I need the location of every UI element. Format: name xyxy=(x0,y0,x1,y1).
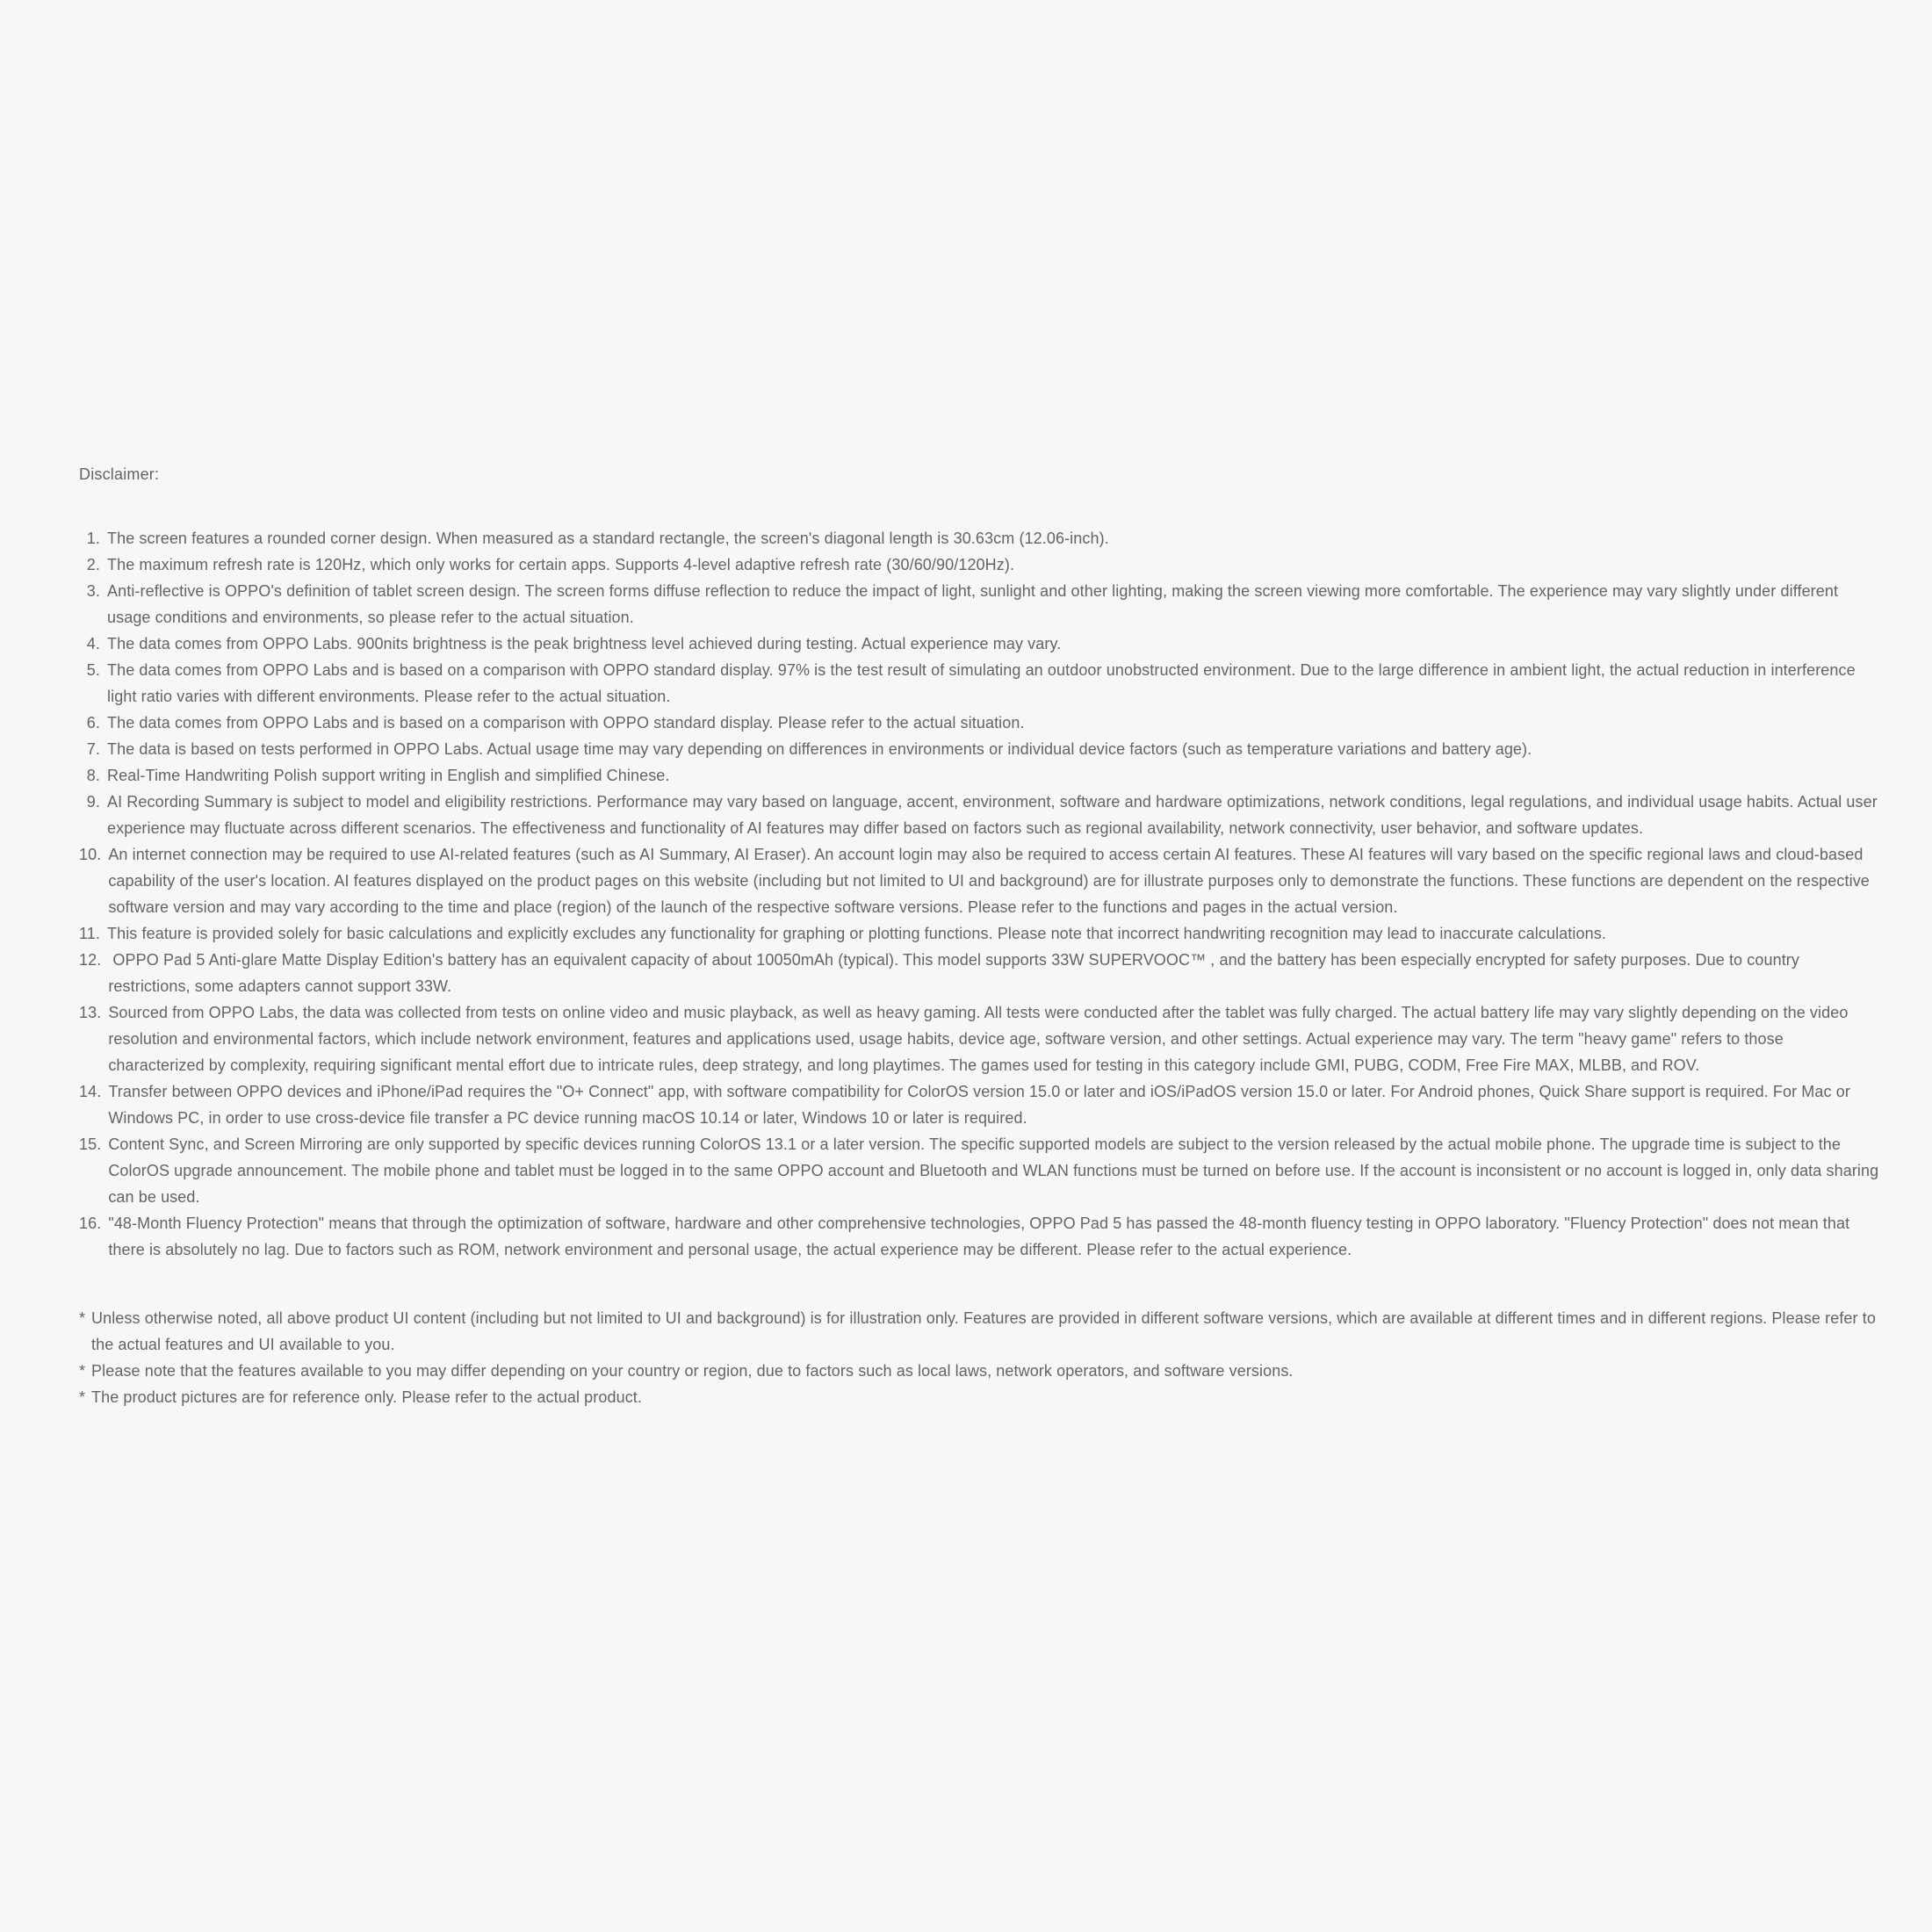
item-text: The data comes from OPPO Labs and is based on a comparison with OPPO standard display. 97% is the test result of simulating an outdoor unobstructed environment. Due to the large difference in ambient light, the actual reduction in interference light ratio varies with different environments. Please refer to the actual situation. xyxy=(107,661,1856,705)
item-number: 13. xyxy=(79,1004,102,1021)
item-text: An internet connection may be required to use AI-related features (such as AI Summary, AI Eraser). An account login may also be required to access certain AI features. These AI features will vary based on the specific regional laws and cloud-based capability of the user's location. AI features displayed on the product pages on this website (including but not limited to UI and background) are for illustrate purposes only to demonstrate the functions. These functions are dependent on the respective software version and may vary according to the time and place (region) of the launch of the respective software versions. Please refer to the functions and pages in the actual version. xyxy=(108,846,1870,916)
item-number: 8. xyxy=(86,767,100,784)
item-text: AI Recording Summary is subject to model and eligibility restrictions. Performance may vary based on language, accent, environment, software and hardware optimizations, network conditions, legal regulations, and individual usage habits. Actual user experience may fluctuate across different scenarios. The effectiveness and functionality of AI features may differ based on factors such as regional availability, network connectivity, user behavior, and software updates. xyxy=(107,793,1878,837)
item-text: The data is based on tests performed in OPPO Labs. Actual usage time may vary depending on differences in environments or individual device factors (such as temperature variations and battery age). xyxy=(107,740,1532,758)
disclaimer-section xyxy=(79,464,1881,1410)
disclaimer-item xyxy=(79,551,1881,578)
item-number: 14. xyxy=(79,1083,102,1100)
item-number: 6. xyxy=(86,714,100,732)
item-number: 7. xyxy=(86,740,100,758)
disclaimer-item xyxy=(79,999,1881,1078)
item-text: Real-Time Handwriting Polish support writing in English and simplified Chinese. xyxy=(107,767,670,784)
footnote-text: The product pictures are for reference only. Please refer to the actual product. xyxy=(91,1388,642,1406)
item-number: 3. xyxy=(86,582,100,600)
item-number: 15. xyxy=(79,1135,102,1153)
disclaimer-item xyxy=(79,525,1881,551)
item-text: Transfer between OPPO devices and iPhone/iPad requires the "O+ Connect" app, with software compatibility for ColorOS version 15.0 or later and iOS/iPadOS version 15.0 or later. For Android phones, Quick Share support is required. For Mac or Windows PC, in order to use cross-device file transfer a PC device running macOS 10.14 or later, Windows 10 or later is required. xyxy=(108,1083,1850,1127)
item-text: Content Sync, and Screen Mirroring are only supported by specific devices running ColorOS 13.1 or a later version. The specific supported models are subject to the version released by the actual mobile phone. The upgrade time is subject to the ColorOS upgrade announcement. The mobile phone and tablet must be logged in to the same OPPO account and Bluetooth and WLAN functions must be turned on before use. If the account is inconsistent or no account is logged in, only data sharing can be used. xyxy=(108,1135,1879,1206)
footnote-text: Please note that the features available to you may differ depending on your country or region, due to factors such as local laws, network operators, and software versions. xyxy=(91,1362,1294,1380)
item-text: This feature is provided solely for basic calculations and explicitly excludes any functionality for graphing or plotting functions. Please note that incorrect handwriting recognition may lead to inaccurate calculations. xyxy=(107,925,1606,942)
item-number: 9. xyxy=(86,793,100,811)
item-number: 2. xyxy=(86,556,100,573)
item-text: The data comes from OPPO Labs. 900nits brightness is the peak brightness level achieved during testing. Actual experience may vary. xyxy=(107,635,1062,652)
disclaimer-item xyxy=(79,710,1881,736)
disclaimer-list xyxy=(79,525,1881,1263)
disclaimer-item xyxy=(79,578,1881,631)
disclaimer-footnotes xyxy=(79,1305,1881,1410)
footnote-marker: * xyxy=(79,1388,86,1406)
disclaimer-item xyxy=(79,1210,1881,1263)
disclaimer-item xyxy=(79,762,1881,789)
disclaimer-item xyxy=(79,736,1881,762)
item-number: 1. xyxy=(86,530,100,547)
disclaimer-item xyxy=(79,789,1881,841)
disclaimer-item xyxy=(79,1131,1881,1210)
disclaimer-item xyxy=(79,1078,1881,1131)
item-text: Anti-reflective is OPPO's definition of tablet screen design. The screen forms diffuse reflection to reduce the impact of light, sunlight and other lighting, making the screen viewing more comfortable. The experience may vary slightly under different usage conditions and environments, so please refer to the actual situation. xyxy=(107,582,1839,626)
disclaimer-heading: Disclaimer: xyxy=(79,465,160,483)
item-text: The screen features a rounded corner design. When measured as a standard rectangle, the screen's diagonal length is 30.63cm (12.06-inch). xyxy=(107,530,1109,547)
item-number: 5. xyxy=(86,661,100,679)
footnote-text: Unless otherwise noted, all above product UI content (including but not limited to UI and background) is for illustration only. Features are provided in different software versions, which are available at different times and in different regions. Please refer to the actual features and UI available to you. xyxy=(91,1309,1876,1353)
disclaimer-item xyxy=(79,657,1881,710)
item-text: "48-Month Fluency Protection" means that through the optimization of software, hardware and other comprehensive technologies, OPPO Pad 5 has passed the 48-month fluency testing in OPPO laboratory. "Fluency Protection" does not mean that there is absolutely no lag. Due to factors such as ROM, network environment and personal usage, the actual experience may be different. Please refer to the actual experience. xyxy=(108,1215,1850,1258)
disclaimer-item xyxy=(79,841,1881,920)
item-text: OPPO Pad 5 Anti-glare Matte Display Edition's battery has an equivalent capacity of about 10050mAh (typical). This model supports 33W SUPERVOOC™ , and the battery has been especially encrypted for safety purposes. Due to country restrictions, some adapters cannot support 33W. xyxy=(108,951,1799,995)
footnote xyxy=(79,1358,1881,1384)
footnote-marker: * xyxy=(79,1362,86,1380)
item-number: 4. xyxy=(86,635,100,652)
item-number: 12. xyxy=(79,951,102,969)
disclaimer-item xyxy=(79,631,1881,657)
item-text: Sourced from OPPO Labs, the data was collected from tests on online video and music playback, as well as heavy gaming. All tests were conducted after the tablet was fully charged. The actual battery life may vary slightly depending on the video resolution and environmental factors, which include network environment, features and applications used, usage habits, device age, software version, and other settings. Actual experience may vary. The term "heavy game" refers to those characterized by complexity, requiring significant mental effort due to intricate rules, deep strategy, and long playtimes. The games used for testing in this category include GMI, PUBG, CODM, Free Fire MAX, MLBB, and ROV. xyxy=(108,1004,1849,1074)
footnote-marker: * xyxy=(79,1309,86,1327)
disclaimer-item xyxy=(79,947,1881,999)
footnote xyxy=(79,1384,1881,1410)
item-number: 16. xyxy=(79,1215,102,1232)
item-number: 10. xyxy=(79,846,102,863)
item-number: 11. xyxy=(79,925,100,942)
item-text: The data comes from OPPO Labs and is based on a comparison with OPPO standard display. Please refer to the actual situation. xyxy=(107,714,1025,732)
disclaimer-item xyxy=(79,920,1881,947)
footnote xyxy=(79,1305,1881,1358)
item-text: The maximum refresh rate is 120Hz, which only works for certain apps. Supports 4-level adaptive refresh rate (30/60/90/120Hz). xyxy=(107,556,1015,573)
